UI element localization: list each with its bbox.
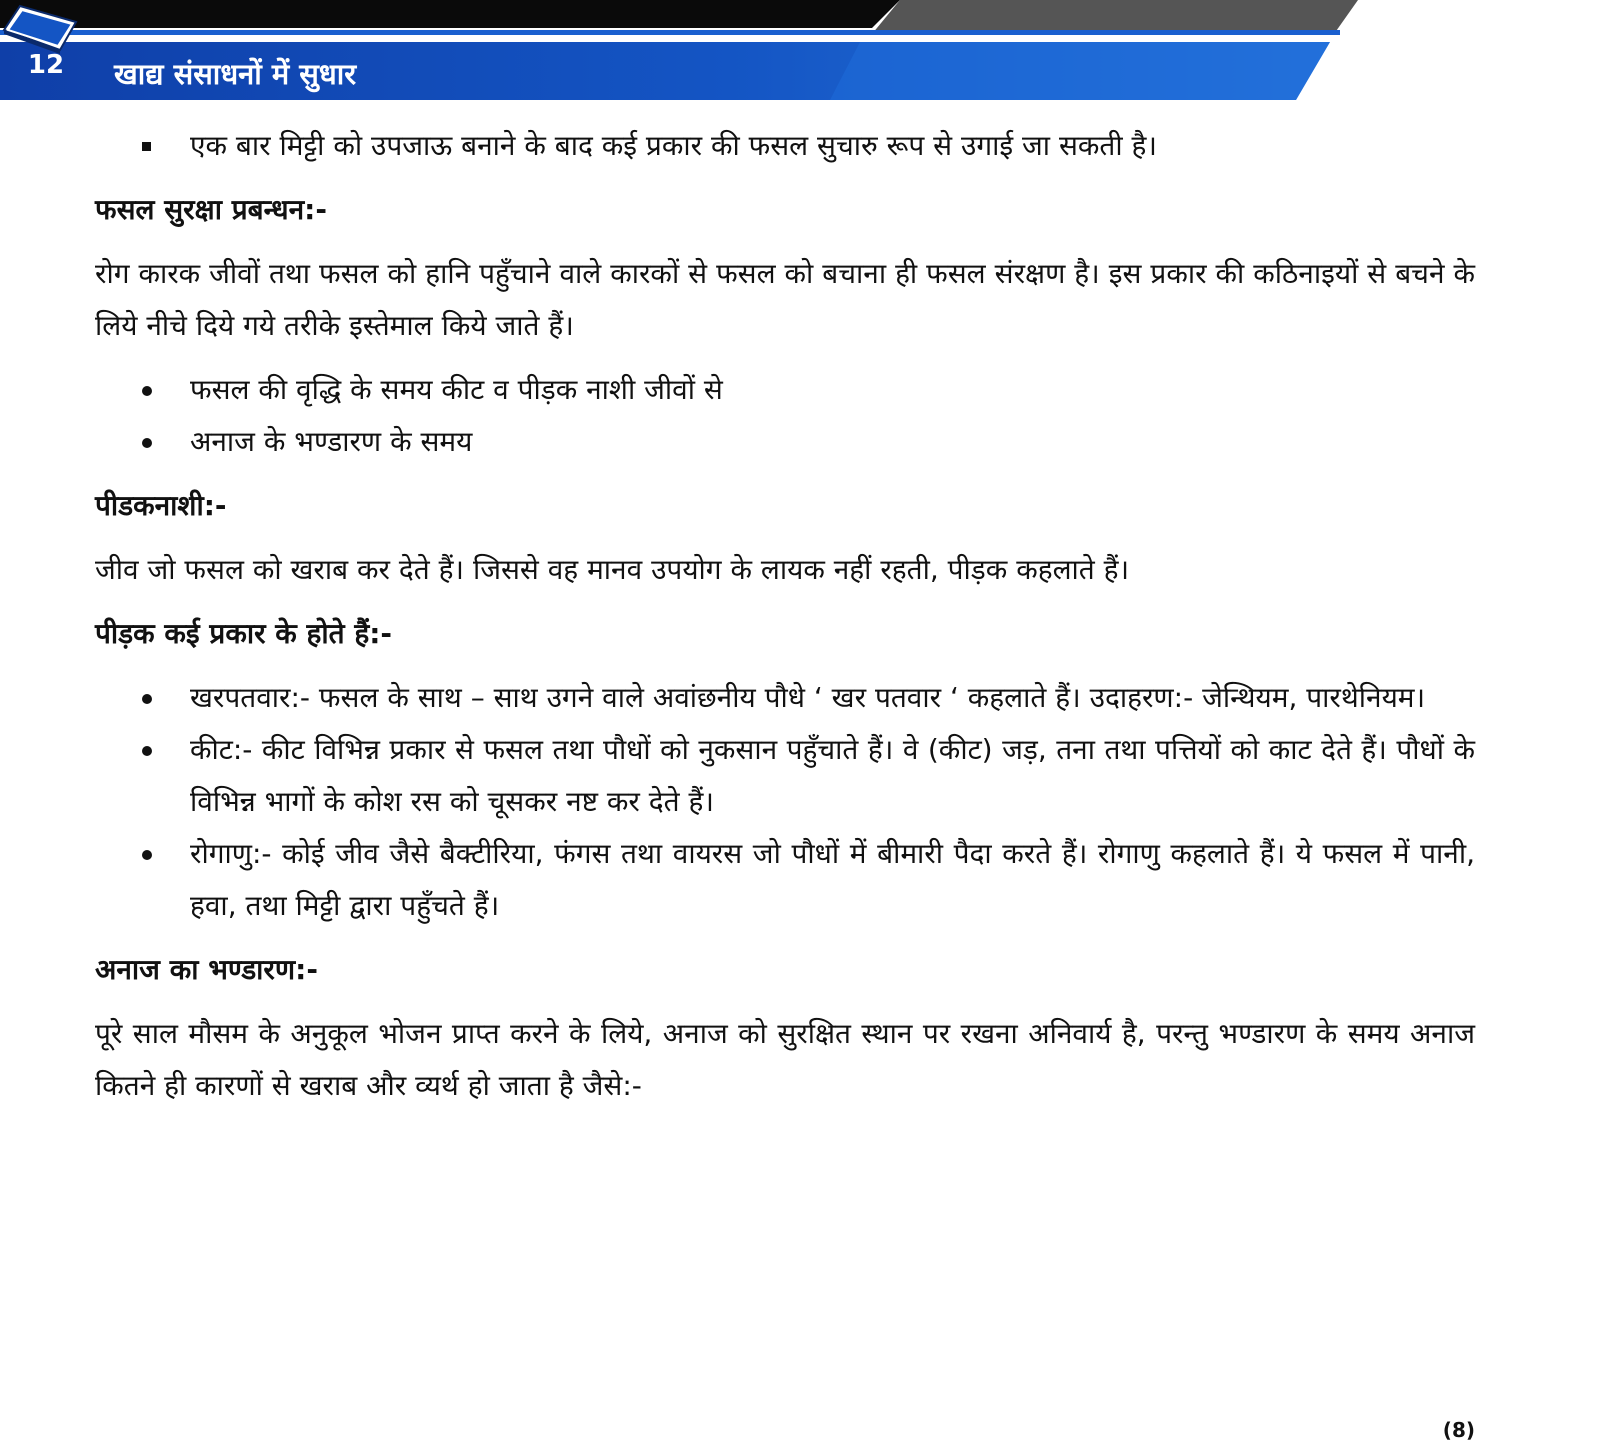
paragraph-pest: जीव जो फसल को खराब कर देते हैं। जिससे वह मानव उपयोग के लायक नहीं रहती, पीड़क कहलाते हैं। (95, 553, 1130, 586)
chapter-number: 12 (27, 50, 65, 80)
list-item-text: खरपतवार:- फसल के साथ – साथ उगने वाले अवांछनीय पौधे ‘ खर पतवार ‘ कहलाते हैं। उदाहरण:- जेन्थियम, पारथेनियम। (190, 681, 1426, 714)
paragraph-storage: पूरे साल मौसम के अनुकूल भोजन प्राप्त करने के लिये, अनाज को सुरक्षित स्थान पर रखना अनिवार्य है, परन्तु भण्डारण के समय अनाज कितने ही कारणों से खराब और व्यर्थ हो जाता है जैसे:- (95, 1017, 1475, 1102)
list-item (95, 416, 1475, 468)
list-item (95, 364, 1475, 416)
list-item-text: रोगाणु:- कोई जीव जैसे बैक्टीरिया, फंगस तथा वायरस जो पौधों में बीमारी पैदा करते हैं। रोगाणु कहलाते हैं। ये फसल में पानी, हवा, तथा मिट्टी द्वारा पहुँचते हैं। (190, 837, 1475, 922)
heading-crop-protection: फसल सुरक्षा प्रबन्धन:- (95, 193, 327, 226)
list-item-text: एक बार मिट्टी को उपजाऊ बनाने के बाद कई प्रकार की फसल सुचारु रूप से उगाई जा सकती है। (190, 129, 1157, 162)
pest-type-list (95, 672, 1475, 932)
list-item (95, 828, 1475, 932)
list-item-text: अनाज के भण्डारण के समय (190, 425, 473, 458)
page-number: (8) (1442, 1418, 1475, 1442)
round-bullet-icon (142, 850, 152, 860)
round-bullet-icon (142, 746, 152, 756)
list-item-text: कीट:- कीट विभिन्न प्रकार से फसल तथा पौधों को नुकसान पहुँचाते हैं। वे (कीट) जड़, तना तथा पत्तियों को काट देते हैं। पौधों के विभिन्न भागों के कोश रस को चूसकर नष्ट कर देते हैं। (190, 733, 1475, 818)
chapter-header (0, 0, 1600, 105)
square-bullet-icon (142, 142, 151, 151)
intro-list (95, 120, 1475, 172)
list-item (95, 120, 1475, 172)
list-item (95, 724, 1475, 828)
list-item (95, 672, 1475, 724)
paragraph-crop-protection: रोग कारक जीवों तथा फसल को हानि पहुँचाने वाले कारकों से फसल को बचाना ही फसल संरक्षण है। इस प्रकार की कठिनाइयों से बचने के लिये नीचे दिये गये तरीके इस्तेमाल किये जाते हैं। (95, 257, 1475, 342)
heading-pest-types: पीड़क कई प्रकार के होते हैं:- (95, 617, 393, 650)
heading-storage: अनाज का भण्डारण:- (95, 953, 318, 986)
book-icon (0, 0, 78, 56)
heading-pest: पीडकनाशी:- (95, 489, 227, 522)
page-content (95, 120, 1475, 1112)
round-bullet-icon (142, 438, 152, 448)
chapter-title: खाद्य संसाधनों में सुधार (114, 57, 357, 91)
protection-list (95, 364, 1475, 468)
list-item-text: फसल की वृद्धि के समय कीट व पीड़क नाशी जीवों से (190, 373, 723, 406)
round-bullet-icon (142, 694, 152, 704)
round-bullet-icon (142, 386, 152, 396)
